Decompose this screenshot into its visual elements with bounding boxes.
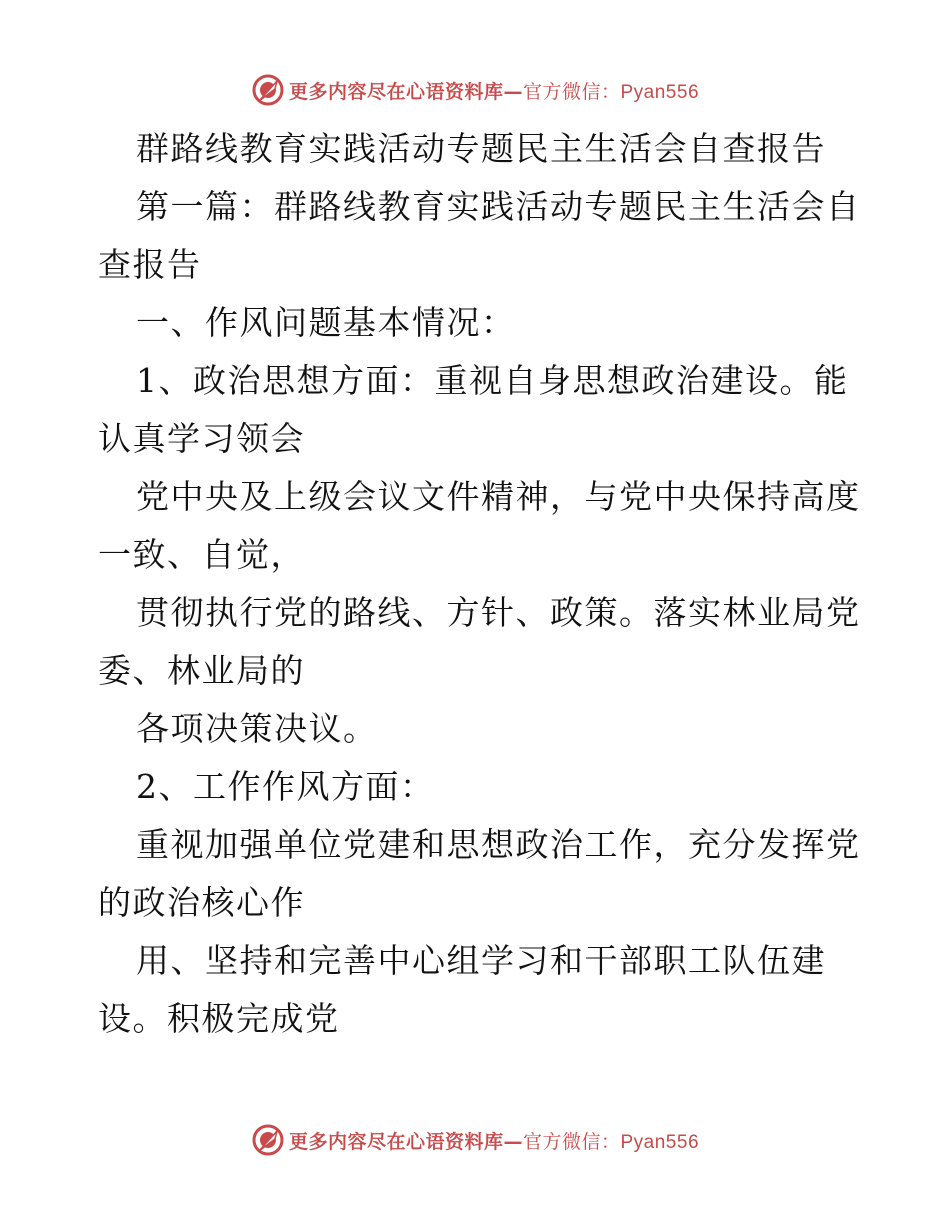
paragraph-line: 1、政治思想方面：重视自身思想政治建设。能 [136,361,849,400]
header-watermark-text [289,77,699,104]
header-wechat-handle: Pyan556 [620,81,700,103]
paragraph-line: 第一篇：群路线教育实践活动专题民主生活会自 [136,187,861,226]
header-dash: — [503,80,523,103]
footer-wechat-handle: Pyan556 [620,1131,700,1153]
paragraph-line: 用、坚持和完善中心组学习和干部职工队伍建 [136,941,826,980]
paragraph-line: 的政治核心作 [98,883,305,922]
quill-logo-icon [251,1123,285,1157]
paragraph-line: 贯彻执行党的路线、方针、政策。落实林业局党 [136,593,861,632]
header-wechat-label: 官方微信： [522,80,621,103]
document-body [98,120,861,1048]
paragraph-line: 查报告 [98,245,202,284]
paragraph-line: 认真学习领会 [98,419,305,458]
footer-watermark-banner [0,1120,950,1160]
quill-logo-icon [251,73,285,107]
paragraph-line: 各项决策决议。 [136,709,378,748]
paragraph-line: 重视加强单位党建和思想政治工作，充分发挥党 [136,825,861,864]
footer-site-text: 更多内容尽在心语资料库 [288,1130,504,1153]
paragraph-line: 委、林业局的 [98,651,305,690]
footer-watermark-text [289,1127,699,1154]
paragraph-line: 一致、自觉， [98,535,305,574]
document-title: 群路线教育实践活动专题民主生活会自查报告 [136,129,826,168]
paragraph-line: 设。积极完成党 [98,999,340,1038]
section-heading: 一、作风问题基本情况： [136,303,516,342]
footer-dash: — [503,1130,523,1153]
header-watermark-banner [0,70,950,110]
paragraph-line: 党中央及上级会议文件精神，与党中央保持高度 [136,477,861,516]
section-heading: 2、工作作风方面： [136,767,435,806]
footer-wechat-label: 官方微信： [522,1130,621,1153]
header-site-text: 更多内容尽在心语资料库 [288,80,504,103]
